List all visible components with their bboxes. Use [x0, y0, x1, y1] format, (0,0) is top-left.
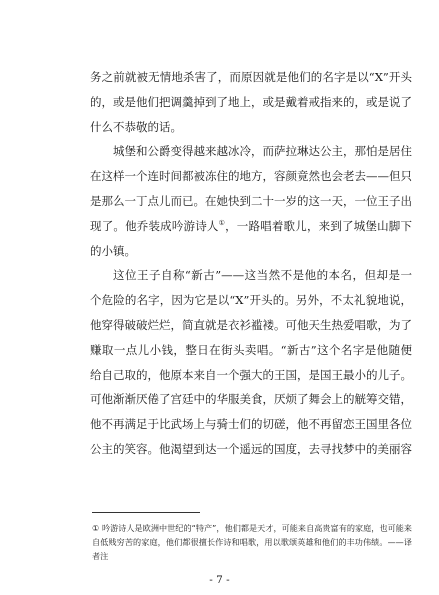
footnote — [92, 521, 412, 563]
paragraph-2 — [90, 139, 412, 263]
page-number: - 7 - — [209, 574, 230, 586]
paragraph-2-text-after: ，一路唱着歌儿，来到了城堡山脚下的小镇。 — [90, 218, 412, 258]
paragraph-2-text-before: 城堡和公爵变得越来越冰冷，而萨拉琳达公主，那怕是居住在这样一个连时间都被冻住的地方，容颜竟然也会老去——但只是那么一丁点儿而已。在她快到二十一岁的这一天，一位王子出现了。他乔装成吟游诗人 — [90, 144, 412, 233]
footnote-reference[interactable]: ① — [218, 218, 226, 227]
paragraph-1 — [90, 65, 412, 139]
paragraph-3 — [90, 263, 412, 461]
paragraph-3-text: 这位王子自称“新古”——这当然不是他的本名，但却是一个危险的名字，因为它是以“X”开头的。另外，不太礼貌地说，他穿得破破烂烂，简直就是衣衫褴褛。可他天生热爱唱歌，为了赚取一点儿小钱，整日在街头卖唱。“新古”这个名字是他随便给自己取的，他原本来自一个强大的王国，是国王最小的儿子。可他渐渐厌倦了宫廷中的华服美食，厌烦了舞会上的觥筹交错，他不再满足于比武场上与骑士们的切磋，他不再留恋王国里各位公主的笑容。他渴望到达一个遥远的国度，去寻找梦中的美丽容 — [90, 268, 412, 456]
footnote-text: ① 吟游诗人是欧洲中世纪的“特产”，他们都是天才，可能来自高贵富有的家庭，也可能来自低贱穷苦的家庭，他们都很擅长作诗和唱歌，用以歌颂英雄和他们的丰功伟绩。——译者注 — [92, 523, 412, 561]
main-text — [90, 65, 412, 462]
paragraph-1-text: 务之前就被无情地杀害了，而原因就是他们的名字是以“X”开头的，或是他们把调羹掉到了地上，或是戴着戒指来的，或是说了什么不恭敬的话。 — [90, 70, 412, 134]
footnote-divider — [92, 512, 200, 513]
